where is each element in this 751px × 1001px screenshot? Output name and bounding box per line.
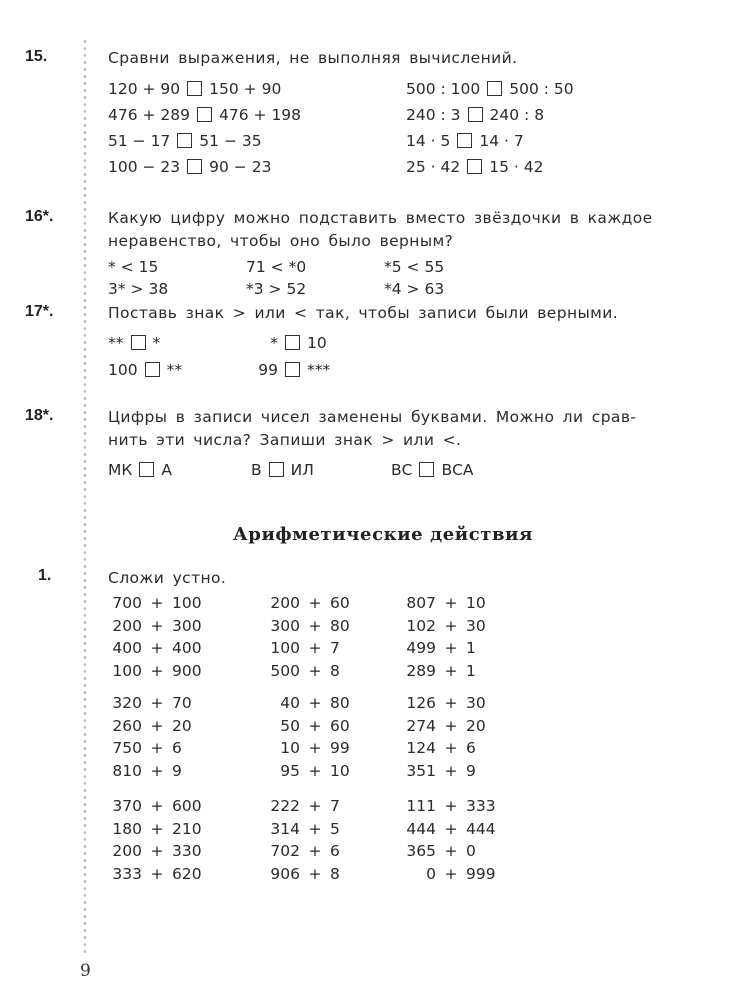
addend-2: 30 <box>466 616 486 635</box>
plus-sign: + <box>444 739 458 757</box>
compare-left <box>108 80 281 98</box>
task-16-instruction-line-1: Какую цифру можно подставить вместо звёздочки в каждое <box>108 209 653 227</box>
plus-sign: + <box>308 594 322 612</box>
plus-sign: + <box>150 797 164 815</box>
plus-sign: + <box>150 716 164 735</box>
addition-expression <box>256 694 350 712</box>
addend-2: 5 <box>330 819 340 838</box>
addition-expression <box>108 617 202 635</box>
compare-row <box>108 106 708 130</box>
expression: 51 − 17 <box>108 132 171 150</box>
addition-expression <box>256 617 350 635</box>
addend-1: 10 <box>280 739 300 757</box>
compare-left <box>108 132 262 150</box>
addend-1: 750 <box>112 739 142 757</box>
addition-expression <box>256 865 340 883</box>
addend-1: 365 <box>406 842 436 860</box>
compare-box[interactable] <box>187 81 202 96</box>
plus-sign: + <box>150 616 164 635</box>
addend-2: 6 <box>330 842 340 860</box>
addend-1: 100 <box>270 639 300 657</box>
addition-row <box>108 694 708 718</box>
addend-1: 200 <box>270 594 300 612</box>
task-1-instruction: Сложи устно. <box>108 569 227 587</box>
addend-2: 0 <box>466 842 476 860</box>
page-number: 9 <box>80 961 91 981</box>
compare-row <box>108 80 708 104</box>
expression: 51 − 35 <box>199 132 262 150</box>
task-18-number: 18*. <box>25 407 54 424</box>
addition-expression <box>402 662 476 680</box>
term: 10 <box>307 334 327 352</box>
addend-1: 320 <box>112 694 142 712</box>
plus-sign: + <box>444 616 458 635</box>
addition-expression <box>108 842 202 860</box>
sign-box[interactable] <box>139 462 154 477</box>
sign-box[interactable] <box>145 362 160 377</box>
task-17-number: 17*. <box>25 303 54 320</box>
addend-1: 126 <box>406 694 436 712</box>
addition-expression <box>402 865 496 883</box>
plus-sign: + <box>150 639 164 657</box>
plus-sign: + <box>150 864 164 883</box>
plus-sign: + <box>150 842 164 860</box>
task-18-instruction-line-2: нить эти числа? Запиши знак > или <. <box>108 431 462 449</box>
sign-box[interactable] <box>131 335 146 350</box>
addition-row <box>108 865 708 889</box>
addition-expression <box>108 594 202 612</box>
plus-sign: + <box>444 842 458 860</box>
term: * <box>152 334 161 352</box>
addition-expression <box>256 639 340 657</box>
letter-number: ВСА <box>441 461 474 479</box>
addend-2: 900 <box>172 661 202 680</box>
term: 99 <box>258 361 278 379</box>
plus-sign: + <box>150 739 164 757</box>
plus-sign: + <box>308 616 322 635</box>
compare-box[interactable] <box>468 107 483 122</box>
expression: 500 : 100 <box>406 80 481 98</box>
plus-sign: + <box>444 864 458 883</box>
sign-pair-2 <box>248 361 330 379</box>
addend-2: 330 <box>172 842 202 860</box>
addend-1: 370 <box>112 797 142 815</box>
task-15-number: 15. <box>25 48 48 65</box>
task-16-number: 16*. <box>25 208 54 225</box>
plus-sign: + <box>308 739 322 757</box>
addend-2: 7 <box>330 639 340 657</box>
addend-2: 9 <box>172 761 182 780</box>
compare-row <box>108 132 708 156</box>
addition-expression <box>108 762 182 780</box>
addend-2: 99 <box>330 739 350 757</box>
addition-expression <box>402 717 486 735</box>
sign-box[interactable] <box>285 335 300 350</box>
plus-sign: + <box>150 594 164 612</box>
term: 100 <box>108 361 138 379</box>
addition-expression <box>402 639 476 657</box>
margin-dotted-line <box>83 38 87 956</box>
addition-row <box>108 594 708 618</box>
expression: 500 : 50 <box>509 80 574 98</box>
sign-box[interactable] <box>419 462 434 477</box>
term: * <box>270 334 278 352</box>
plus-sign: + <box>150 761 164 780</box>
addend-2: 300 <box>172 616 202 635</box>
addend-2: 333 <box>466 797 496 815</box>
plus-sign: + <box>444 797 458 815</box>
plus-sign: + <box>444 661 458 680</box>
addend-2: 1 <box>466 639 476 657</box>
expression: 14 · 5 <box>406 132 451 150</box>
letter-pair <box>391 461 474 479</box>
term: *** <box>307 361 331 379</box>
compare-box[interactable] <box>187 159 202 174</box>
addend-2: 1 <box>466 661 476 680</box>
addition-row <box>108 717 708 741</box>
addend-1: 95 <box>280 761 300 780</box>
addition-row <box>108 842 708 866</box>
addend-2: 6 <box>466 739 476 757</box>
term: ** <box>166 361 183 379</box>
plus-sign: + <box>444 594 458 612</box>
plus-sign: + <box>444 639 458 657</box>
compare-left <box>108 106 301 124</box>
addition-expression <box>402 820 496 838</box>
addend-1: 810 <box>112 761 142 780</box>
letter-pair <box>251 461 314 479</box>
addend-2: 60 <box>330 594 350 612</box>
letter-number: В <box>251 461 262 479</box>
plus-sign: + <box>150 661 164 680</box>
addition-row <box>108 639 708 663</box>
letter-number: А <box>161 461 172 479</box>
inequality: *5 < 55 <box>384 258 445 276</box>
addition-expression <box>108 662 202 680</box>
letter-pair <box>108 461 172 479</box>
addend-2: 100 <box>172 594 202 612</box>
compare-right <box>406 106 544 124</box>
addend-2: 8 <box>330 864 340 883</box>
compare-right <box>406 80 574 98</box>
addend-2: 8 <box>330 661 340 680</box>
addition-expression <box>402 842 476 860</box>
plus-sign: + <box>308 842 322 860</box>
addition-expression <box>108 797 202 815</box>
task-17-instruction: Поставь знак > или < так, чтобы записи были верными. <box>108 304 619 322</box>
inequality: * < 15 <box>108 258 159 276</box>
addend-2: 600 <box>172 797 202 815</box>
expression: 476 + 198 <box>219 106 302 124</box>
addend-1: 499 <box>406 639 436 657</box>
addend-1: 222 <box>270 797 300 815</box>
addition-expression <box>108 820 202 838</box>
addend-1: 0 <box>426 864 436 883</box>
plus-sign: + <box>308 694 322 712</box>
expression: 240 : 8 <box>489 106 545 124</box>
inequality: 3* > 38 <box>108 280 169 298</box>
addition-expression <box>256 594 350 612</box>
addition-expression <box>256 739 350 757</box>
task-16-instruction-line-2: неравенство, чтобы оно было верным? <box>108 232 454 250</box>
plus-sign: + <box>308 661 322 680</box>
addend-1: 289 <box>406 661 436 680</box>
expression: 15 · 42 <box>489 158 544 176</box>
plus-sign: + <box>444 694 458 712</box>
task-15-instruction: Сравни выражения, не выполняя вычислений. <box>108 49 518 67</box>
sign-pair-2 <box>248 334 327 352</box>
addition-row <box>108 820 708 844</box>
compare-box[interactable] <box>457 133 472 148</box>
addend-2: 70 <box>172 694 192 712</box>
addend-1: 124 <box>406 739 436 757</box>
addition-expression <box>108 865 202 883</box>
addend-1: 50 <box>280 716 300 735</box>
plus-sign: + <box>308 797 322 815</box>
addend-2: 10 <box>330 761 350 780</box>
addition-expression <box>402 617 486 635</box>
addition-expression <box>108 639 202 657</box>
addend-1: 200 <box>112 842 142 860</box>
addition-row <box>108 739 708 763</box>
addition-row <box>108 617 708 641</box>
addend-1: 180 <box>112 819 142 838</box>
addend-1: 906 <box>270 864 300 883</box>
addition-expression <box>108 694 192 712</box>
addition-expression <box>256 820 340 838</box>
plus-sign: + <box>444 716 458 735</box>
addend-2: 400 <box>172 639 202 657</box>
addend-2: 7 <box>330 797 340 815</box>
addend-2: 10 <box>466 594 486 612</box>
sign-row <box>108 334 708 358</box>
addend-1: 333 <box>112 864 142 883</box>
addend-2: 20 <box>466 716 486 735</box>
plus-sign: + <box>308 761 322 780</box>
addend-2: 20 <box>172 716 192 735</box>
addition-row <box>108 797 708 821</box>
addend-1: 314 <box>270 819 300 838</box>
sign-box[interactable] <box>285 362 300 377</box>
addition-expression <box>256 717 350 735</box>
addition-row <box>108 762 708 786</box>
addition-expression <box>402 694 486 712</box>
addend-2: 9 <box>466 761 476 780</box>
section-heading: Арифметические действия <box>233 524 533 545</box>
compare-right <box>406 158 543 176</box>
expression: 476 + 289 <box>108 106 191 124</box>
addition-expression <box>402 739 476 757</box>
addend-1: 274 <box>406 716 436 735</box>
letter-number: МК <box>108 461 133 479</box>
compare-box[interactable] <box>177 133 192 148</box>
addend-2: 80 <box>330 616 350 635</box>
sign-pair-1 <box>108 334 160 352</box>
addend-1: 444 <box>406 819 436 838</box>
addend-1: 700 <box>112 594 142 612</box>
plus-sign: + <box>150 819 164 838</box>
inequality: *4 > 63 <box>384 280 445 298</box>
addend-2: 30 <box>466 694 486 712</box>
addend-1: 200 <box>112 616 142 635</box>
addition-expression <box>402 797 496 815</box>
addend-1: 260 <box>112 716 142 735</box>
sign-row <box>108 361 708 385</box>
addend-2: 6 <box>172 739 182 757</box>
addend-1: 100 <box>112 661 142 680</box>
sign-pair-1 <box>108 361 182 379</box>
expression: 100 − 23 <box>108 158 181 176</box>
addend-2: 80 <box>330 694 350 712</box>
addend-1: 400 <box>112 639 142 657</box>
addend-1: 702 <box>270 842 300 860</box>
addend-2: 60 <box>330 716 350 735</box>
addend-2: 210 <box>172 819 202 838</box>
task-1-number: 1. <box>38 567 52 584</box>
addition-expression <box>108 717 192 735</box>
task-18-instruction-line-1: Цифры в записи чисел заменены буквами. Можно ли срав- <box>108 408 637 426</box>
addition-row <box>108 662 708 686</box>
addition-expression <box>256 762 350 780</box>
compare-left <box>108 158 271 176</box>
addition-expression <box>402 594 486 612</box>
inequality-row <box>108 280 708 304</box>
addition-expression <box>402 762 476 780</box>
inequality-row <box>108 258 708 282</box>
addition-expression <box>256 842 340 860</box>
addition-expression <box>108 739 182 757</box>
letter-compare-row <box>108 461 708 485</box>
expression: 90 − 23 <box>209 158 272 176</box>
addition-expression <box>256 797 340 815</box>
compare-box[interactable] <box>487 81 502 96</box>
expression: 25 · 42 <box>406 158 461 176</box>
plus-sign: + <box>444 819 458 838</box>
compare-box[interactable] <box>467 159 482 174</box>
expression: 14 · 7 <box>479 132 524 150</box>
inequality: *3 > 52 <box>246 280 307 298</box>
sign-box[interactable] <box>269 462 284 477</box>
plus-sign: + <box>150 694 164 712</box>
plus-sign: + <box>308 639 322 657</box>
addend-1: 111 <box>406 797 436 815</box>
expression: 150 + 90 <box>209 80 282 98</box>
plus-sign: + <box>308 864 322 883</box>
letter-number: ИЛ <box>290 461 314 479</box>
inequality: 71 < *0 <box>246 258 307 276</box>
addend-2: 999 <box>466 864 496 883</box>
compare-box[interactable] <box>197 107 212 122</box>
expression: 240 : 3 <box>406 106 461 124</box>
compare-row <box>108 158 708 182</box>
addend-1: 102 <box>406 616 436 635</box>
addition-expression <box>256 662 340 680</box>
plus-sign: + <box>444 761 458 780</box>
addend-1: 351 <box>406 761 436 780</box>
term: ** <box>108 334 124 352</box>
plus-sign: + <box>308 819 322 838</box>
compare-right <box>406 132 524 150</box>
addend-1: 300 <box>270 616 300 635</box>
addend-1: 40 <box>280 694 300 712</box>
addend-2: 444 <box>466 819 496 838</box>
expression: 120 + 90 <box>108 80 181 98</box>
addend-1: 500 <box>270 661 300 680</box>
addend-1: 807 <box>406 594 436 612</box>
letter-number: ВС <box>391 461 413 479</box>
plus-sign: + <box>308 716 322 735</box>
addend-2: 620 <box>172 864 202 883</box>
